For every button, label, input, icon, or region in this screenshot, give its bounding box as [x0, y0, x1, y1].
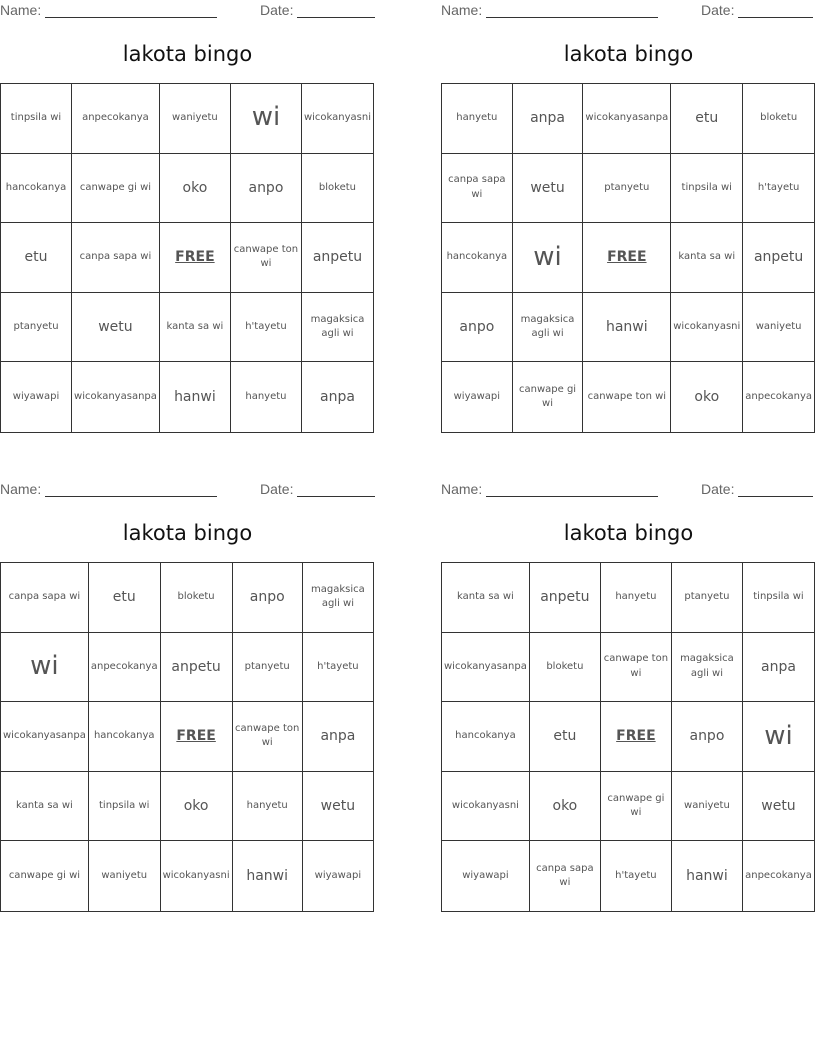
bingo-cell: bloketu — [161, 563, 233, 633]
bingo-cell: ptanyetu — [672, 563, 743, 633]
bingo-cell: anpo — [442, 293, 513, 363]
bingo-cell: canwape ton wi — [233, 702, 303, 772]
bingo-cell: canpa sapa wi — [530, 841, 601, 911]
bingo-cell: hanyetu — [442, 84, 513, 154]
bingo-cell: kanta sa wi — [671, 223, 743, 293]
free-space-cell: FREE — [601, 702, 672, 772]
bingo-cell: anpa — [513, 84, 584, 154]
bingo-cell: anpa — [320, 389, 355, 406]
bingo-cell: etu — [530, 702, 601, 772]
bingo-cell: h'tayetu — [303, 633, 373, 703]
free-space-cell: FREE — [161, 702, 233, 772]
bingo-cell: waniyetu — [160, 84, 231, 154]
bingo-cell: hanwi — [583, 293, 671, 363]
name-blank-line — [486, 496, 658, 497]
bingo-cell: h'tayetu — [231, 293, 302, 363]
bingo-cell: h'tayetu — [601, 841, 672, 911]
bingo-cell: canwape ton wi — [583, 362, 671, 432]
bingo-cell: waniyetu — [89, 841, 161, 911]
bingo-cell: anpecokanya — [89, 633, 161, 703]
bingo-cell: oko — [671, 362, 743, 432]
bingo-grid — [0, 83, 374, 433]
bingo-cell: wicokanyasni — [671, 293, 743, 363]
bingo-cell: wicokanyasanpa — [442, 633, 530, 703]
name-label: Name: — [0, 481, 42, 497]
bingo-cell: anpecokanya — [72, 84, 160, 154]
date-blank-line — [738, 496, 813, 497]
bingo-cell: waniyetu — [743, 293, 814, 363]
bingo-cell: wetu — [743, 772, 814, 842]
bingo-cell: anpetu — [161, 633, 233, 703]
bingo-cell: wiyawapi — [442, 841, 530, 911]
bingo-cell: hanwi — [160, 362, 231, 432]
bingo-cell: canwape gi wi — [72, 154, 160, 224]
bingo-cell: etu — [671, 84, 743, 154]
bingo-cell: wiyawapi — [1, 362, 72, 432]
bingo-card-4 — [441, 479, 816, 899]
date-label: Date: — [701, 481, 735, 497]
card-header — [441, 0, 816, 20]
bingo-cell: wiyawapi — [442, 362, 513, 432]
bingo-cell: anpo — [233, 563, 303, 633]
bingo-cell: oko — [161, 772, 233, 842]
bingo-cell: magaksica agli wi — [513, 293, 584, 363]
bingo-cell: canwape ton wi — [231, 223, 302, 293]
date-blank-line — [738, 17, 813, 18]
bingo-cell: oko — [530, 772, 601, 842]
bingo-grid — [441, 83, 815, 433]
bingo-cell: anpetu — [302, 223, 373, 293]
bingo-cell: kanta sa wi — [442, 563, 530, 633]
bingo-cell: wicokanyasni — [442, 772, 530, 842]
bingo-cell: wicokanyasanpa — [583, 84, 671, 154]
bingo-cell: canwape gi wi — [1, 841, 89, 911]
bingo-cell: wicokanyasanpa — [1, 702, 89, 772]
bingo-cell: etu — [89, 563, 161, 633]
bingo-cell: magaksica agli wi — [302, 293, 373, 363]
name-blank-line — [45, 17, 217, 18]
bingo-cell: hanyetu — [601, 563, 672, 633]
name-blank-line — [45, 496, 217, 497]
bingo-cell: wi — [231, 84, 302, 154]
card-title: lakota bingo — [122, 521, 253, 545]
card-header — [0, 479, 375, 499]
bingo-cell: etu — [1, 223, 72, 293]
bingo-cell: ptanyetu — [1, 293, 72, 363]
bingo-cell: wicokanyasni — [161, 841, 233, 911]
bingo-cell: magaksica agli wi — [303, 563, 373, 633]
bingo-cell: anpetu — [530, 563, 601, 633]
free-space-cell: FREE — [583, 223, 671, 293]
date-label: Date: — [701, 2, 735, 18]
free-space-cell: FREE — [160, 223, 231, 293]
bingo-card-1 — [0, 0, 375, 420]
bingo-cell: kanta sa wi — [1, 772, 89, 842]
bingo-cell: hanyetu — [233, 772, 303, 842]
bingo-grid — [441, 562, 815, 912]
card-title: lakota bingo — [563, 521, 694, 545]
bingo-cell: anpo — [672, 702, 743, 772]
bingo-cell: anpa — [743, 633, 814, 703]
bingo-cell: wetu — [303, 772, 373, 842]
bingo-cell: tinpsila wi — [89, 772, 161, 842]
bingo-cell: anpecokanya — [745, 869, 812, 881]
bingo-cell: waniyetu — [672, 772, 743, 842]
name-label: Name: — [441, 481, 483, 497]
bingo-cell: canpa sapa wi — [1, 563, 89, 633]
bingo-cell: anpa — [303, 702, 373, 772]
bingo-grid — [0, 562, 374, 912]
bingo-card-3 — [0, 479, 375, 899]
bingo-cell: anpetu — [743, 223, 814, 293]
bingo-cell: wicokanyasni — [302, 84, 373, 154]
bingo-cell: wi — [743, 702, 814, 772]
bingo-cell: wicokanyasanpa — [72, 362, 160, 432]
bingo-cell: bloketu — [743, 84, 814, 154]
bingo-cell: canwape gi wi — [513, 362, 584, 432]
bingo-cell: wi — [513, 223, 584, 293]
bingo-cell: canwape gi wi — [601, 772, 672, 842]
bingo-cell: wetu — [72, 293, 160, 363]
bingo-cell: hanyetu — [231, 362, 302, 432]
bingo-cell: hanwi — [672, 841, 743, 911]
date-label: Date: — [260, 2, 294, 18]
bingo-cell: hancokanya — [89, 702, 161, 772]
bingo-cell: canpa sapa wi — [442, 154, 513, 224]
bingo-cell: h'tayetu — [743, 154, 814, 224]
bingo-cell: hancokanya — [442, 223, 513, 293]
bingo-cell: canwape ton wi — [601, 633, 672, 703]
date-blank-line — [297, 17, 375, 18]
card-title: lakota bingo — [563, 42, 694, 66]
date-blank-line — [297, 496, 375, 497]
card-header — [0, 0, 375, 20]
bingo-cell: tinpsila wi — [1, 84, 72, 154]
bingo-cell: hancokanya — [1, 154, 72, 224]
name-blank-line — [486, 17, 658, 18]
bingo-cell: wi — [1, 633, 89, 703]
card-header — [441, 479, 816, 499]
bingo-cell: anpecokanya — [745, 390, 812, 402]
bingo-cell: ptanyetu — [233, 633, 303, 703]
name-label: Name: — [441, 2, 483, 18]
bingo-cell: bloketu — [302, 154, 373, 224]
bingo-cell: canpa sapa wi — [72, 223, 160, 293]
bingo-cell: wetu — [513, 154, 584, 224]
bingo-cell: oko — [160, 154, 231, 224]
card-title: lakota bingo — [122, 42, 253, 66]
name-label: Name: — [0, 2, 42, 18]
bingo-cell: wiyawapi — [314, 869, 362, 881]
bingo-cell: tinpsila wi — [671, 154, 743, 224]
date-label: Date: — [260, 481, 294, 497]
bingo-card-2 — [441, 0, 816, 420]
bingo-cell: hanwi — [233, 841, 303, 911]
bingo-cell: bloketu — [530, 633, 601, 703]
bingo-cell: ptanyetu — [583, 154, 671, 224]
bingo-cell: anpo — [231, 154, 302, 224]
bingo-cell: kanta sa wi — [160, 293, 231, 363]
bingo-cell: hancokanya — [442, 702, 530, 772]
bingo-cell: magaksica agli wi — [672, 633, 743, 703]
bingo-cell: tinpsila wi — [743, 563, 814, 633]
